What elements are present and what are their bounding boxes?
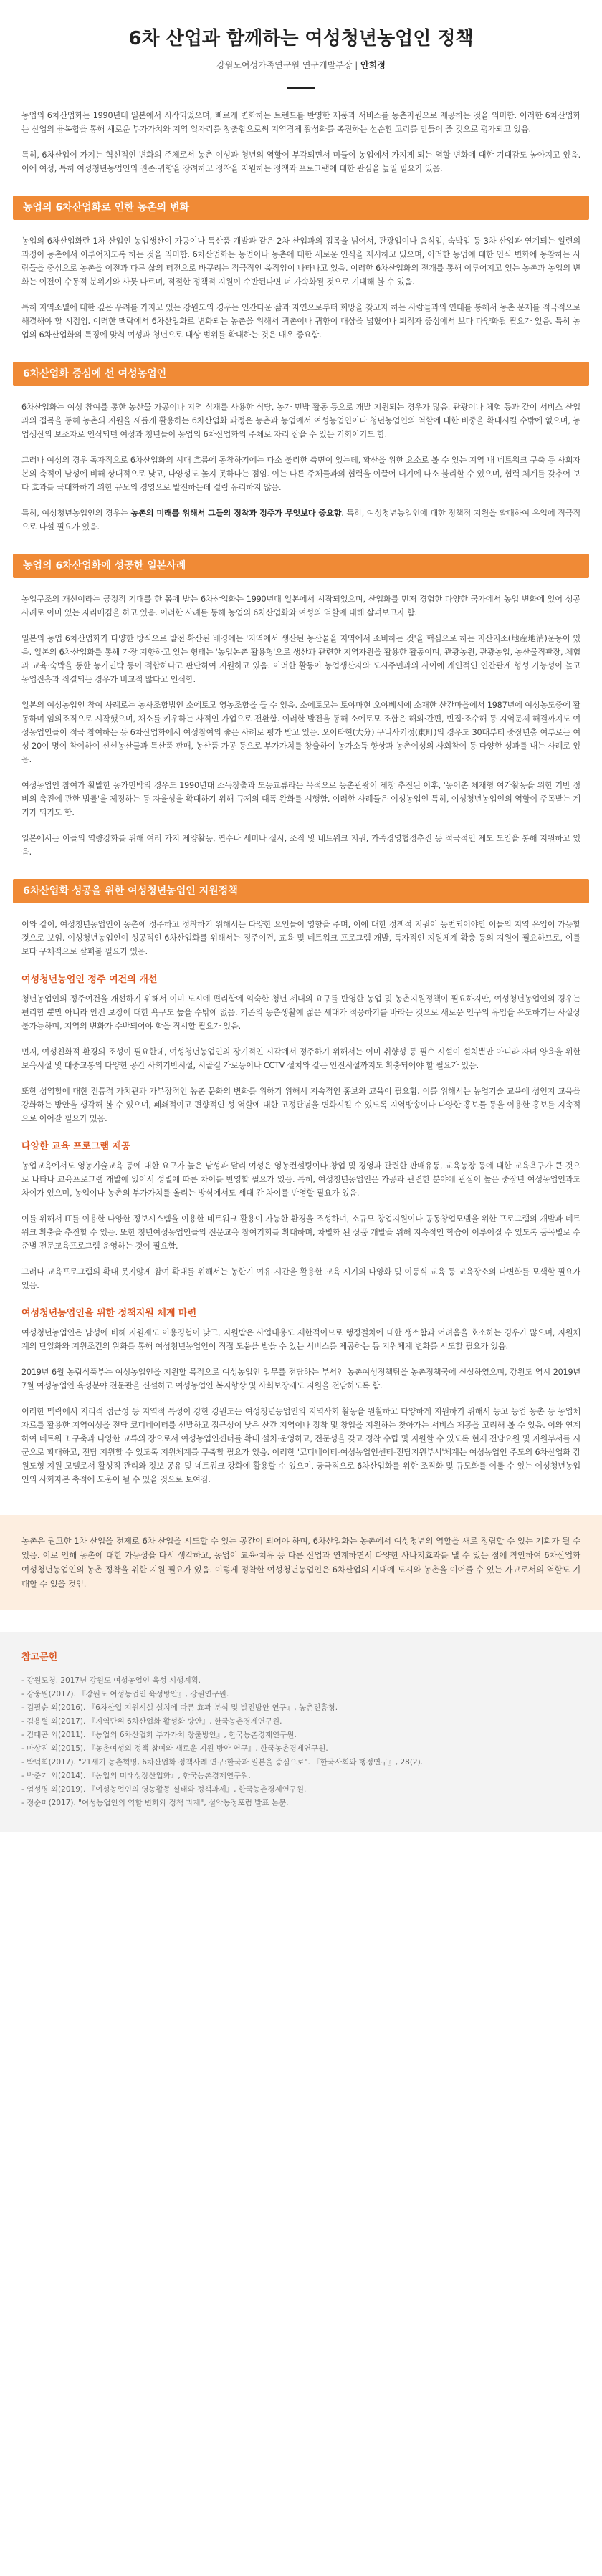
reference-item: - 강웅원(2017). 『강원도 여성농업인 육성방안』, 강원연구원. (22, 1688, 580, 1701)
subsection-heading: 여성청년농업인을 위한 정책지원 체계 마련 (22, 1308, 197, 1319)
reference-item: - 마상진 외(2015). 『농촌여성의 정책 참여와 새로운 지원 방안 연구』, 한국농촌경제연구원. (22, 1742, 580, 1756)
reference-item: - 박준기 외(2014). 『농업의 미래성장산업화』, 한국농촌경제연구원. (22, 1769, 580, 1783)
paragraph: 청년농업인의 정주여건을 개선하기 위해서 이미 도시에 편리함에 익숙한 청년 세대의 요구를 반영한 농업 및 농촌지원정책이 필요하지만, 여성청년농업인의 경우는 편리함 뿐만 아니라 안전 보장에 대한 욕구도 높을 수밖에 없음. 기존의 농촌생활에 젊은 세대가 적응하기를 바라는 것으로 새로운 인구의 유입을 유도하기는 사실상 불가능하며, 지역의 변화가 수반되어야 함을 직시할 필요가 있음. (22, 994, 580, 1031)
text-run: . 특히, 여성청년농업인에 대한 정책적 지원을 확대하여 유입에 적극적으로 나설 필요가 있음. (22, 509, 580, 532)
paragraph: 그러나 교육프로그램의 확대 못지않게 참여 확대를 위해서는 농한기 여유 시간을 활용한 교육 시기의 다양화 및 이동식 교육 등 교육장소의 다변화를 모색할 필요가 있음. (22, 1267, 580, 1290)
intro-paragraph: 특히, 6차산업이 가지는 혁신적인 변화의 주체로서 농촌 여성과 청년의 역할이 부각되면서 미들이 농업에서 가지게 되는 역할 변화에 대한 기대감도 높아지고 있음. 이에 여성, 특히 여성청년농업인의 권존·귀향을 장려하고 정착을 지원하는 정책과 프로그램에 대한 관심을 높일 필요가 있음. (22, 150, 580, 173)
paragraph (22, 506, 580, 534)
title-divider (287, 87, 315, 89)
section-heading: 6차산업화 중심에 선 여성농업인 (13, 362, 589, 386)
reference-item: - 박덕희(2017). "21세기 농촌혁명, 6차산업화 정책사례 연구:한국과 일본을 중심으로". 『한국사회와 행정연구』, 28(2). (22, 1756, 580, 1769)
paragraph: 농업의 6차산업화란 1차 산업인 농업생산이 가공이나 특산품 개발과 같은 2차 산업과의 접목을 넘어서, 관광업이나 음식업, 숙박업 등 3차 산업과 연계되는 일련의 과정이 농촌에서 이루어지도록 하는 것을 의미함. 6차산업화는 농업이나 농촌에 대한 새로운 인식을 제시하고 있으며, 이러한 농업에 대한 인식 변화에 동참하는 사람들을 중심으로 농촌을 이전과 다른 삶의 터전으로 바꾸려는 적극적인 움직임이 나타나고 있음. 이러한 6차산업화의 전개를 통해 이루어지고 있는 농촌과 농업의 변화는 이전이 수동적 분위기와 사뭇 다르며, 적절한 정책적 지원이 수반된다면 더 가속화될 것으로 기대해 볼 수 있음. (22, 236, 580, 287)
paragraph: 이러한 맥락에서 지리적 접근성 등 지역적 특성이 강한 강원도는 여성청년농업인의 지역사회 활동을 원활하고 다양하게 지원하기 위해서 농고 농업 농촌 등 농업체 자료를 활용한 지역여성을 전담 코디네이터를 선발하고 접근성이 낮은 산간 지역이나 정착 및 창업을 지원하는 찾아가는 서비스 제공을 고려해 볼 수 있음. 이와 연계하여 네트워크 구축과 다양한 교류의 장으로서 여성농업인센터를 확대 설치·운영하고, 전문성을 갖고 정착 수립 및 지원할 수 있도록 현재 전담요원 및 지원부서를 시군으로 확대하고, 전담 지원할 수 있도록 지원체계를 구축할 필요가 있음. 이러한 '코디네이터-여성농업인센터-전담지원부서'체계는 여성농업인 주도의 6차산업화 강원도형 지원 모델로서 활성적 관리와 정보 공유 및 네트워크 강화에 활용할 수 있으며, 궁극적으로 6차산업화를 위한 조직화 및 규모화를 이룰 수 있는 여성청년농업인의 사회자본 축적에 도움이 될 수 있을 것으로 보여짐. (22, 1407, 580, 1484)
conclusion-text: 농촌은 권고한 1차 산업을 전제로 6차 산업을 시도할 수 있는 공간이 되어야 하며, 6차산업화는 농촌에서 여성청년의 역할을 새로 정립할 수 있는 기회가 될 수 있음. 이로 인해 농촌에 대한 가능성을 다시 생각하고, 농업이 교육·치유 등 다른 산업과 연계하면서 다양한 사나지효과를 낼 수 있는 점에 착안하여 6차산업화 여성청년농업인의 농촌 정착을 위한 지원 필요가 있음. 이렇게 정착한 여성청년농업인은 6차산업의 시대에 도시와 농촌을 이어줄 수 있는 가교로서의 역할도 기대할 수 있을 것임. (22, 1536, 580, 1589)
reference-item: - 강원도청. 2017년 강원도 여성농업인 육성 시행계획. (22, 1674, 580, 1688)
paragraph: 일본의 여성농업인 참여 사례로는 농사조합법인 소에토모 영농조합을 들 수 있음. 소에토모는 토야마현 오야베시에 소재한 산간마을에서 1987년에 여성농도중에 활동하며 임의조직으로 시작했으며, 채소를 키우하는 사적인 가업으로 전환함. 이러한 발전을 통해 소에토모 조합은 해외·간편, 빈집·조수해 등 지역문제 해결까지도 여성농업인들이 적극 참여하는 등 6차산업화에서 여성참여의 좋은 사례로 평가 받고 있음. 오이타현(大分) 구니사키정(東町)의 경우도 30대부터 중장년층 여부로는 여성 20여 명이 참여하여 신선농산물과 특산품 판매, 농산품 가공 등으로 부가가치를 창출하여 농가소득 향상과 농촌여성의 사회참여 등 다양한 성과를 내는 사례로 있음. (22, 701, 580, 764)
reference-item: - 김필순 외(2016). 『6차산업 지원시설 설치에 따른 효과 분석 및 발전방안 연구』, 농촌진흥청. (22, 1701, 580, 1715)
conclusion-box (0, 1515, 602, 1610)
byline (0, 59, 602, 72)
paragraph: 6차산업화는 여성 참여를 통한 농산물 가공이나 지역 식재를 사용한 식당, 농가 민박 활동 등으로 개발 지원되는 경우가 많음. 관광이나 체험 등과 같이 서비스 산업과의 접목을 통해 농촌의 지원을 새롭게 활용하는 6차산업화 과정은 농촌과 농업에서 여성농업인이나 청년농업인의 역할에 대한 비중을 확대시킬 수밖에 없으며, 농업생산의 보조자로 인식되던 여성과 청년들이 농업의 6차산업화의 주체로 자리 잡을 수 있는 기회이기도 함. (22, 403, 580, 439)
paragraph: 여성농업인 참여가 활발한 농가민박의 경우도 1990년대 소득창출과 도농교류라는 목적으로 농촌관광이 제창 추진된 이후, '농어촌 체재형 여가활동을 위한 기반 정비의 촉진에 관한 법률'을 제정하는 등 자율성을 확대하기 위해 규제의 대폭 완화를 시행함. 이러한 사례들은 여성농업인 특히, 여성청년농업인의 역할이 주목받는 계기가 되기도 함. (22, 781, 580, 817)
reference-item: - 김용렬 외(2017). 『지역단위 6차산업화 활성화 방안』, 한국농촌경제연구원. (22, 1715, 580, 1729)
reference-item: - 김태곤 외(2011). 『농업의 6차산업화 부가가치 창출방안』, 한국농촌경제연구원. (22, 1729, 580, 1742)
subsection-heading: 여성청년농업인 정주 여건의 개선 (22, 974, 158, 985)
page-title: 6차 산업과 함께하는 여성청년농업인 정책 (128, 28, 474, 49)
section-heading: 농업의 6차산업화에 성공한 일본사례 (13, 554, 589, 578)
byline-affiliation: 강원도여성가족연구원 연구개발부장 | (216, 60, 358, 70)
reference-item: - 엄성명 외(2019). 『여성농업인의 영농활동 실태와 정책과제』, 한국농촌경제연구원. (22, 1783, 580, 1797)
paragraph: 2019년 6월 농림식품부는 여성농업인을 지원할 목적으로 여성농업인 업무를 전담하는 부서인 농촌여성정책팀을 농촌정책국에 신설하였으며, 강원도 역시 2019년 7월 여성농업인 육성분야 전문관을 신설하고 여성농업인 복지향상 및 사회보장제도 지원을 전담하도록 함. (22, 1368, 580, 1390)
references-box (0, 1632, 602, 1832)
subsection-heading: 다양한 교육 프로그램 제공 (22, 1141, 130, 1152)
paragraph: 이를 위해서 IT를 이용한 다양한 정보시스템을 이용한 네트워크 활용이 가능한 환경을 조성하며, 소규모 창업지원이나 공동창업모델을 위한 프로그램의 개발과 네트워크 확충을 추진할 수 있음. 또한 청년여성농업인들의 전문교육 참여기회를 확대하며, 차별화 된 상품 개발을 위해 지속적인 학습이 이루어질 수 있도록 품목별로 수준별 전문교육프로그램 운영하는 것이 필요함. (22, 1214, 580, 1251)
text-run: 특히, 여성청년농업인의 경우는 (22, 509, 131, 518)
paragraph: 또한 성역할에 대한 전통적 가치관과 가부장적인 농촌 문화의 변화를 위하기 위해서 지속적인 홍보와 교육이 필요함. 이를 위해서는 농업기술 교육에 성인지 교육을 강화하는 방안을 생각해 볼 수 있으며, 폐쇄적이고 편향적인 성 역할에 대한 고정관념을 변화시킬 수 있도록 지역방송이나 다양한 홍보물 등을 이용한 홍보를 지속적으로 이어갈 필요가 있음. (22, 1087, 580, 1123)
section-heading: 농업의 6차산업화로 인한 농촌의 변화 (13, 196, 589, 220)
paragraph: 그러나 여성의 경우 독자적으로 6차산업화의 시대 흐름에 동참하기에는 다소 불리한 측면이 있는데, 확산을 위한 요소로 볼 수 있는 지역 내 네트워크 구축 등 사회자본의 축적이 남성에 비해 상대적으로 낮고, 다양성도 높지 못하다는 점임. 이는 다른 주체들과의 협력을 이끌어 내기에 다소 불리할 수 있으며, 협력 체계를 갖추어 보다 효과를 극대화하기 위한 규모의 경영으로 발전하는데 걸림 유리하지 않음. (22, 456, 580, 492)
paragraph: 농업교육에서도 영농기술교육 등에 대한 요구가 높은 남성과 달리 여성은 영농컨설팅이나 창업 및 경영과 관련한 판매유통, 교육농장 등에 대한 교육욕구가 큰 것으로 나타나 교육프로그램 개발에 있어서 성별에 따른 차이를 반영할 필요가 있음. 특히, 여성청년농업인은 가공과 관련한 분야에 관심이 높은 중장년 여성농업인과도 차이가 있으며, 농업이나 농촌의 부가가치를 올리는 방식에서도 세대 간 차이를 반영할 필요가 있음. (22, 1161, 580, 1198)
paragraph: 특히 지역소멸에 대한 깊은 우려를 가지고 있는 강원도의 경우는 인간다운 삶과 자연으로부터 희망을 찾고자 하는 사람들과의 연대를 통해서 농촌 문제를 적극적으로 해결해야 할 시점임. 이러한 맥락에서 6차산업화로 변화되는 농촌을 위해서 귀촌이나 귀향이 대상을 넓혔어나 퇴직자 중심에서 보다 다양화될 필요가 있음. 특히 농업의 6차산업화의 특징에 맞춰 여성과 청년으로 대상 범위를 확대하는 것은 매우 중요함. (22, 303, 580, 340)
references-title: 참고문헌 (22, 1652, 58, 1663)
emphasis-text: 농촌의 미래를 위해서 그들의 정착과 정주가 무엇보다 중요함 (130, 509, 342, 518)
reference-item: - 정순미(2017). "여성농업인의 역할 변화와 정책 과제", 설악농정포럼 발표 논문. (22, 1797, 580, 1810)
paragraph: 여성청년농업인은 남성에 비해 지원제도 이용경험이 낮고, 지원받은 사업내용도 제한적이므로 행정절차에 대한 생소함과 어려움을 호소하는 경우가 많으며, 지원체계의 단일화와 지원조건의 완화를 통해 여성청년농업인이 직접 도움을 받을 수 있는 서비스를 제공하는 등 지원체계 변화를 시도할 필요가 있음. (22, 1328, 580, 1351)
paragraph: 일본에서는 이들의 역량강화를 위해 여러 가지 제양활동, 연수나 세미나 실시, 조직 및 네트워크 지원, 가족경영협정추진 등 적극적인 제도 도입을 통해 지원하고 있음. (22, 834, 580, 857)
section-heading: 6차산업화 성공을 위한 여성청년농업인 지원정책 (13, 879, 589, 903)
byline-author: 안희정 (360, 60, 386, 70)
intro-paragraph: 농업의 6차산업화는 1990년대 일본에서 시작되었으며, 빠르게 변화하는 트렌드를 반영한 제품과 서비스를 농촌자원으로 제공하는 것을 의미함. 이러한 6차산업화는 산업의 융복합을 통해 새로운 부가가치와 지역 일자리를 창출함으로써 지역경제 활성화를 촉진하는 선순환 고리를 만들어 줄 것으로 평가되고 있음. (22, 111, 580, 134)
article-body (0, 109, 602, 1486)
paragraph: 먼저, 여성친화적 환경의 조성이 필요한데, 여성청년농업인의 장기적인 시각에서 정주하기 위해서는 이미 취향성 등 필수 시설이 설치뿐만 아니라 자녀 양육을 위한 보육시설 및 대중교통의 다양한 공간 사회기반시설, 시골길 가로등이나 CCTV 설치와 같은 안전시설까지도 확충되어야 할 필요가 있음. (22, 1047, 580, 1070)
paragraph: 일본의 농업 6차산업화가 다양한 방식으로 발전·확산된 배경에는 '지역에서 생산된 농산물을 지역에서 소비하는 것'을 핵심으로 하는 지산지소(地産地消)운동이 있음. 일본의 6차산업화를 통해 가장 지향하고 있는 형태는 '농업논촌 활용형'으로 생산과 관련한 지역자원을 활용한 활동이며, 관광농원, 관광농업, 농산물직판장, 체험과 교육·숙박을 통한 농가민박 등이 적합하다고 판단하여 지원하고 있음. 이러한 활동이 농업생산자와 도시주민과의 사이에 개인적인 인간관계 형성 가능성이 높고 농업진흥과 직결되는 경우가 비교적 많다고 인식함. (22, 634, 580, 684)
paragraph: 이와 같이, 여성청년농업인이 농촌에 정주하고 정착하기 위해서는 다양한 요인들이 영향을 주며, 이에 대한 정책적 지원이 농번되어야만 이들의 지역 유입이 가능할 것으로 보임. 여성청년농업인이 성공적인 6차산업화를 위해서는 정주여건, 교육 및 네트워크 프로그램 개발, 독자적인 지원체계 확충 등의 지원이 필요하므로, 이를 보다 구체적으로 살펴볼 필요가 있음. (22, 920, 580, 956)
paragraph: 농업구조의 개선이라는 궁정적 기대를 한 몸에 받는 6차산업화는 1990년대 일본에서 시작되었으며, 산업화를 먼저 경험한 다양한 국가에서 농업 변화에 있어 성공사례로 이미 있는 자리매김을 하고 있음. 이러한 사례를 통해 농업의 6차산업화와 여성의 역할에 대해 살펴보고자 함. (22, 595, 580, 617)
